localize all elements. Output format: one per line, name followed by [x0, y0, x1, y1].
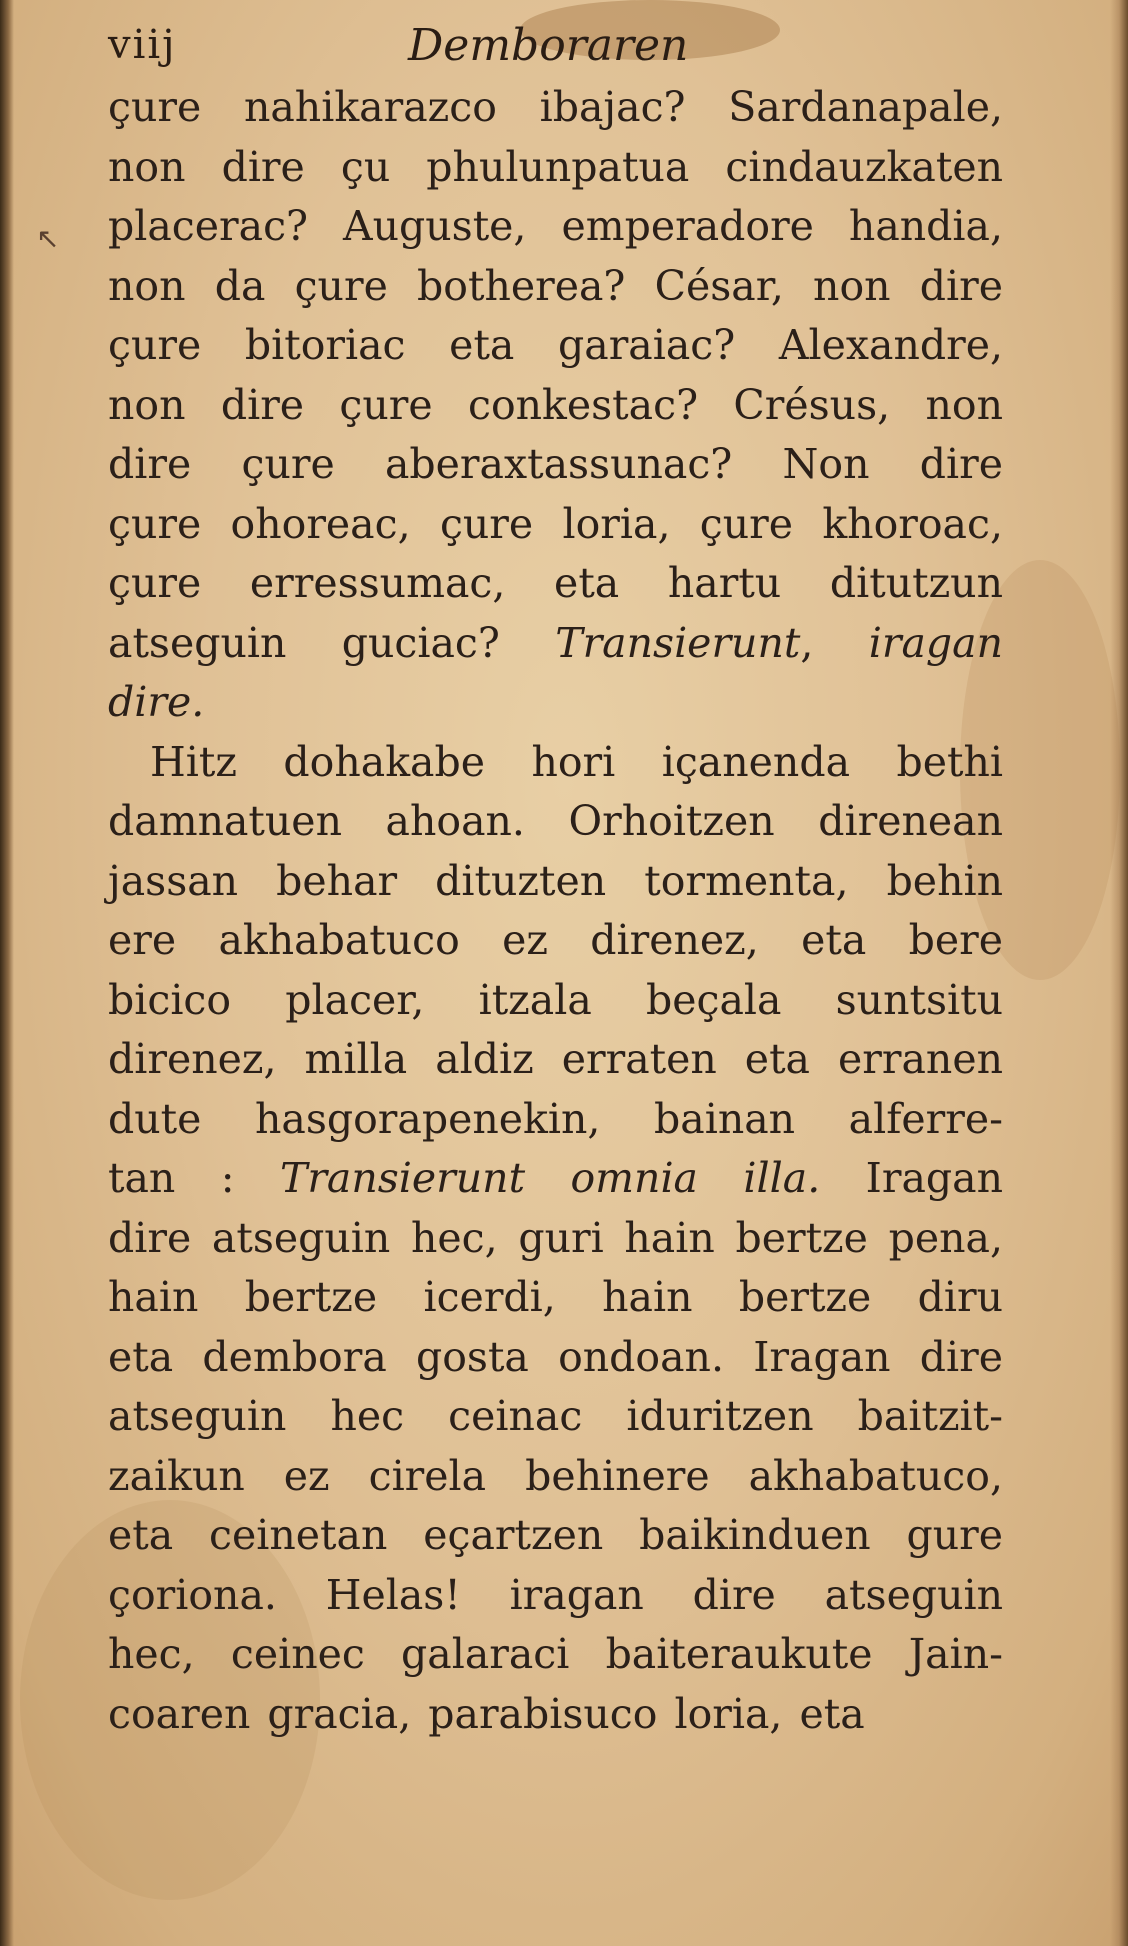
- text-segment: çure erressumac, eta hartu ditutzun: [108, 559, 1003, 607]
- page-header: [108, 18, 1008, 78]
- text-segment: Iragan: [820, 1154, 1003, 1202]
- text-segment: hain bertze icerdi, hain bertze diru: [108, 1273, 1003, 1321]
- text-segment: dire çure aberaxtassunac? Non dire: [108, 440, 1003, 488]
- text-line: [108, 1685, 1003, 1745]
- text-segment: atseguin guciac?: [108, 618, 556, 667]
- text-line: [108, 78, 1003, 138]
- text-segment: tan :: [108, 1154, 280, 1202]
- text-segment: Hitz dohakabe hori içanenda bethi: [150, 737, 1003, 786]
- text-segment: direnez, milla aldiz erraten eta erranen: [108, 1035, 1003, 1083]
- italic-latin-phrase: Transierunt: [555, 618, 801, 667]
- text-line: [108, 614, 1003, 674]
- text-segment: coaren gracia, parabisuco loria, eta: [108, 1689, 865, 1738]
- text-line: [108, 138, 1003, 198]
- text-line: [108, 1447, 1003, 1507]
- text-line: [108, 257, 1003, 317]
- body-text: [108, 78, 1003, 1744]
- text-line: [108, 1387, 1003, 1447]
- margin-mark: ↖: [36, 222, 60, 255]
- text-line: [108, 1625, 1003, 1685]
- text-line: [108, 495, 1003, 555]
- text-segment: çure bitoriac eta garaiac? Alexandre,: [108, 321, 1003, 369]
- text-line: [108, 1328, 1003, 1388]
- text-segment: zaikun ez cirela behinere akhabatuco,: [108, 1451, 1003, 1500]
- text-line: [108, 435, 1003, 495]
- page-number: viij: [108, 22, 177, 68]
- text-segment: çoriona. Helas! iragan dire atseguin: [108, 1570, 1003, 1619]
- text-segment: eta ceinetan eçartzen baikinduen gure: [108, 1511, 1003, 1559]
- text-line: [108, 1090, 1003, 1150]
- text-segment: hec, ceinec galaraci baiteraukute Jain-: [108, 1630, 1003, 1678]
- text-segment: eta dembora gosta ondoan. Iragan dire: [108, 1332, 1003, 1381]
- text-segment: placerac? Auguste, emperadore handia,: [108, 202, 1003, 250]
- text-line: [108, 1030, 1003, 1090]
- text-line: [108, 673, 1003, 733]
- text-segment: non da çure botherea? César, non dire: [108, 261, 1003, 310]
- text-segment: atseguin hec ceinac iduritzen baitzit-: [108, 1392, 1003, 1440]
- text-segment: dire atseguin hec, guri hain bertze pena,: [108, 1213, 1003, 1262]
- italic-latin-phrase: iragan: [868, 618, 1003, 667]
- text-line: [108, 1566, 1003, 1626]
- text-line: [108, 792, 1003, 852]
- text-line: [108, 852, 1003, 912]
- text-line: [108, 376, 1003, 436]
- text-segment: dute hasgorapenekin, bainan alferre-: [108, 1094, 1003, 1143]
- text-segment: çure nahikarazco ibajac? Sardanapale,: [108, 83, 1003, 131]
- text-segment: ere akhabatuco ez direnez, eta bere: [108, 916, 1003, 964]
- text-segment: bicico placer, itzala beçala suntsitu: [108, 975, 1003, 1024]
- text-segment: non dire çu phulunpatua cindauzkaten: [108, 142, 1003, 191]
- text-line: [108, 971, 1003, 1031]
- text-line: [108, 1506, 1003, 1566]
- text-segment: çure ohoreac, çure loria, çure khoroac,: [108, 499, 1003, 548]
- text-segment: non dire çure conkestac? Crésus, non: [108, 380, 1003, 429]
- italic-latin-phrase: Transierunt omnia illa.: [279, 1154, 821, 1202]
- text-line: [108, 911, 1003, 971]
- text-line: [108, 554, 1003, 614]
- text-line: [108, 1268, 1003, 1328]
- text-segment: ,: [800, 618, 869, 667]
- running-title: Demboraren: [408, 20, 689, 71]
- text-segment: damnatuen ahoan. Orhoitzen direnean: [108, 797, 1003, 845]
- text-line: [108, 1149, 1003, 1209]
- text-line: [108, 1209, 1003, 1269]
- text-line: [108, 316, 1003, 376]
- text-segment: jassan behar dituzten tormenta, behin: [108, 856, 1003, 905]
- text-line: [108, 733, 1003, 793]
- italic-latin-phrase: dire.: [108, 678, 205, 726]
- text-line: [108, 197, 1003, 257]
